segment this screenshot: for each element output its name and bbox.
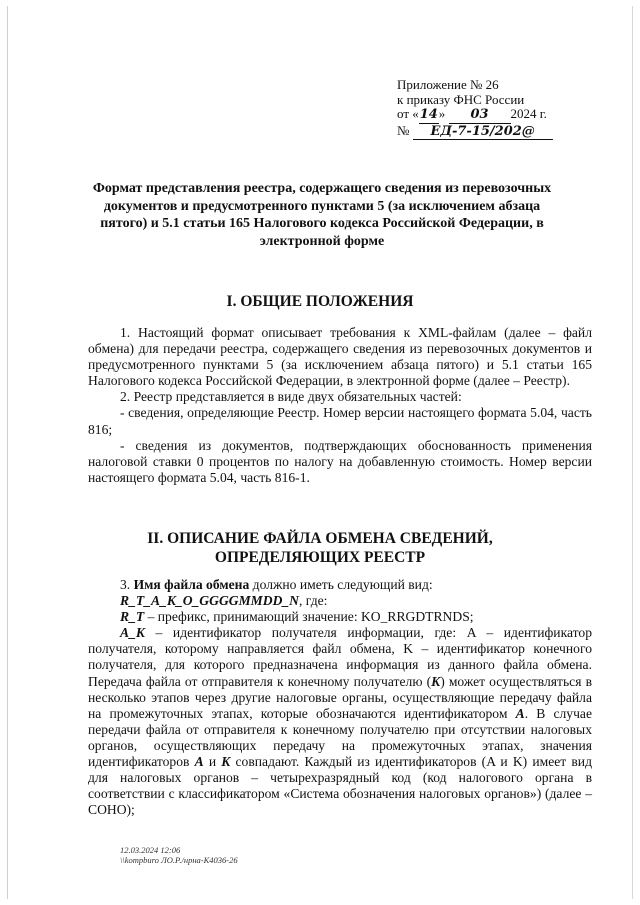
- footer-timestamp: 12.03.2024 12:06: [120, 845, 181, 855]
- identifier-k: K: [221, 754, 231, 770]
- para-text: ) может осуществляться в несколько этапов через другие налоговые органы, осуществляющие передачу файла на промежуточных этапах, которые обозначаются идентификатором: [88, 673, 592, 721]
- footer-stamp: [120, 845, 238, 865]
- section-2-body: [88, 577, 592, 818]
- paragraph-2: 2. Реестр представляется в виде двух обязательных частей:: [120, 389, 462, 405]
- para-text: – идентификатор получателя информации, где: A – идентификатор получателя, которому направляется файл обмена, K – идентификатор конечного получателя, для которого предназначена информация из данного файла обмена. Передача файла от отправителя к конечному получателю (: [88, 625, 592, 689]
- para-text: , где:: [299, 593, 328, 609]
- appendix-block: [397, 78, 617, 140]
- number-prefix: №: [397, 122, 410, 138]
- identifier-a: A: [194, 754, 204, 770]
- para-text: . В случае передачи файла от отправителя к конечному получателю при отсутствии налоговых органов, осуществляющих передачу на промежуточных этапах, значения идентификаторов: [88, 705, 593, 770]
- paragraph-4: - сведения из документов, подтверждающих обоснованность применения налоговой ставки 0 процентов по налогу на добавленную стоимость. Номер версии настоящего формата 5.04, часть 816-1.: [88, 437, 592, 485]
- section-1-body: [88, 325, 592, 486]
- date-prefix: от «: [397, 106, 419, 121]
- appendix-number: [397, 124, 617, 141]
- paragraph-3: - сведения, определяющие Реестр. Номер версии настоящего формата 5.04, часть 816;: [88, 405, 592, 437]
- paragraph-identifier: [88, 625, 592, 818]
- appendix-date: [397, 107, 617, 124]
- date-year: 2024 г.: [510, 106, 547, 121]
- date-mid: »: [438, 106, 446, 121]
- footer-file-path: \\kompburo ЛО.Р./нрна-К4036-26: [120, 855, 238, 865]
- identifier-code: A_K: [120, 625, 145, 641]
- appendix-line-1: Приложение № 26: [397, 77, 499, 92]
- order-number-handwritten: ЕД-7-15/202@: [413, 125, 553, 141]
- section-2-heading: II. ОПИСАНИЕ ФАЙЛА ОБМЕНА СВЕДЕНИЙ, ОПРЕДЕЛЯЮЩИХ РЕЕСТР: [147, 530, 493, 566]
- section-1-heading: I. ОБЩИЕ ПОЛОЖЕНИЯ: [226, 293, 414, 310]
- paragraph-filename-pattern: [88, 593, 592, 609]
- date-month-handwritten: 03: [449, 108, 511, 124]
- date-day-handwritten: 14: [419, 107, 438, 122]
- paragraph-1: 1. Настоящий формат описывает требования к XML-файлам (далее – файл обмена) для передачи реестра, содержащего сведения из перевозочных документов и предусмотренного пунктами 5 (за исключением абзаца пятого) и 5.1 статьи 165 Налогового кодекса Российской Федерации, в электронной форме (далее – Реестр).: [88, 325, 592, 389]
- filename-term: Имя файла обмена: [133, 577, 250, 592]
- para-number: 3.: [120, 577, 134, 592]
- paragraph-prefix: [88, 609, 592, 625]
- para-text: – префикс, принимающий значение: KO_RRGDTRNDS;: [144, 609, 474, 625]
- paragraph-filename: [88, 577, 592, 593]
- appendix-line-2: к приказу ФНС России: [397, 91, 525, 107]
- document-title: Формат представления реестра, содержащего сведения из перевозочных документов и предусмотренного пунктами 5 (за исключением абзаца пятого) и 5.1 статьи 165 Налогового кодекса Российской Федерации, в электронной форме: [92, 181, 552, 249]
- para-text: совпадают. Каждый из идентификаторов (A и K) имеет вид для налоговых органов – четырехразрядный код (код налогового органа в соответствии с классификатором «Система обозначения налоговых органов») (далее – СОНО);: [88, 754, 592, 818]
- identifier-a: A: [515, 705, 525, 721]
- filename-pattern: R_T_A_K_O_GGGGMMDD_N: [120, 593, 299, 609]
- para-text: и: [203, 754, 222, 770]
- para-text: должно иметь следующий вид:: [249, 577, 433, 592]
- identifier-k: K: [431, 673, 441, 689]
- prefix-code: R_T: [120, 609, 145, 625]
